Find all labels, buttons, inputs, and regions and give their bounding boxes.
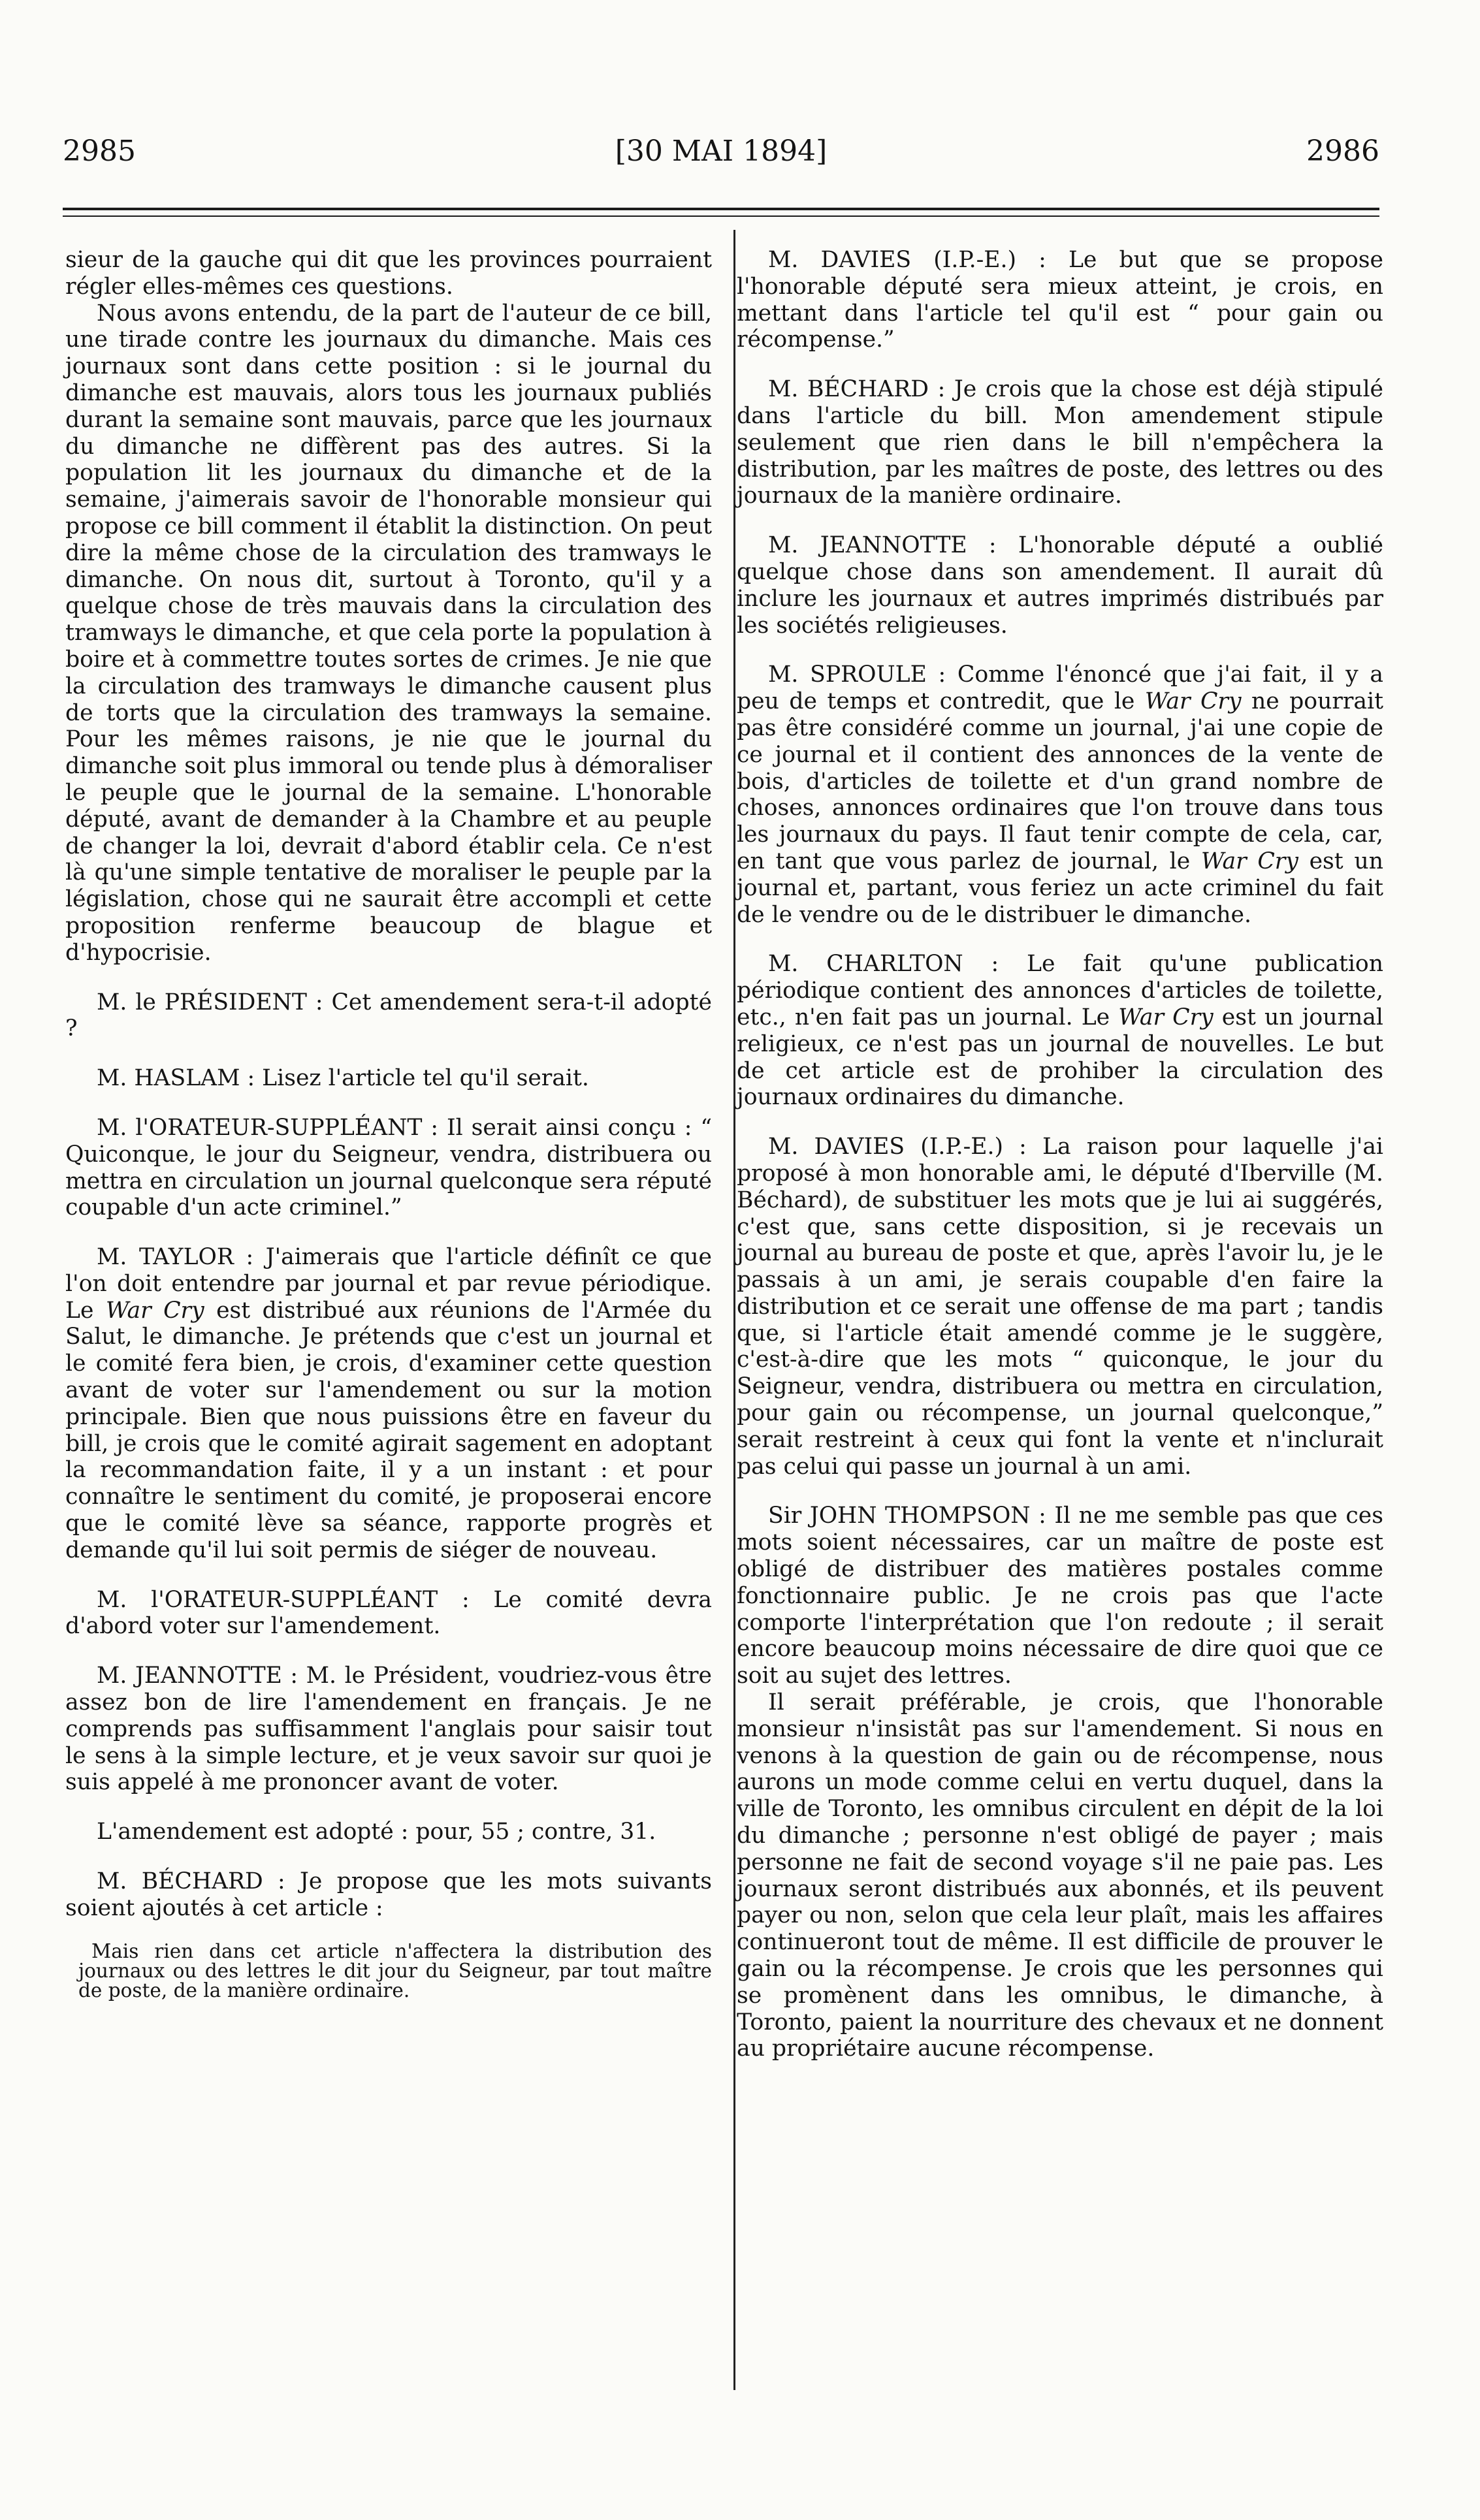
amendment-quote: Mais rien dans cet article n'affectera la distribution des journaux ou des lettres le dit jour du Seigneur, par tout maître de poste, de la manière ordinaire. (78, 1939, 712, 2002)
speech-paragraph: M. SPROULE : Comme l'énoncé que j'ai fait, il y a peu de temps et contredit, que le War Cry ne pourrait pas être considéré comme un journal, j'ai une copie de ce journal et il contient des annonces de la vente de bois, d'articles de toilette et d'un grand nombre de choses, annonces ordinaires que l'on trouve dans tous les journaux du pays. Il faut tenir compte de cela, car, en tant que vous parlez de journal, le War Cry est un journal et, partant, vous feriez un acte criminel du fait de le vendre ou de le distribuer le dimanche. (737, 662, 1383, 928)
publication-title: War Cry (105, 1297, 204, 1324)
page-header (63, 135, 1379, 180)
speech-paragraph: M. BÉCHARD : Je propose que les mots suivants soient ajoutés à cet article : (65, 1868, 712, 1921)
paragraph: sieur de la gauche qui dit que les provinces pourraient régler elles-mêmes ces questions. (65, 247, 712, 300)
header-rule-bottom (63, 215, 1379, 217)
right-column (737, 247, 1383, 2062)
speech-paragraph: M. l'ORATEUR-SUPPLÉANT : Le comité devra d'abord voter sur l'amendement. (65, 1586, 712, 1640)
speech-paragraph: Sir JOHN THOMPSON : Il ne me semble pas que ces mots soient nécessaires, car un maître de poste est obligé de distribuer des matières postales comme fonctionnaire public. Je ne crois pas que l'acte comporte l'interprétation que l'on redoute ; il serait encore beaucoup moins nécessaire de dire quoi que ce soit au sujet des lettres. (737, 1503, 1383, 1689)
header-rule-top (63, 208, 1379, 210)
column-divider (733, 230, 735, 2390)
speech-paragraph: M. BÉCHARD : Je crois que la chose est déjà stipulé dans l'article du bill. Mon amendement stipule seulement que rien dans le bill n'empêchera la distribution, par les maîtres de poste, des lettres ou des journaux de la manière ordinaire. (737, 376, 1383, 509)
publication-title: War Cry (1144, 688, 1242, 715)
speech-paragraph: M. le PRÉSIDENT : Cet amendement sera-t-il adopté ? (65, 989, 712, 1042)
page-number-right: 2986 (1306, 135, 1379, 168)
page-number-left: 2985 (63, 135, 136, 168)
vote-result: L'amendement est adopté : pour, 55 ; contre, 31. (97, 1819, 656, 1845)
page-date: [30 MAI 1894] (615, 135, 828, 168)
speech-paragraph: M. DAVIES (I.P.-E.) : La raison pour laquelle j'ai proposé à mon honorable ami, le député d'Iberville (M. Béchard), de substituer les mots que je lui ai suggérés, c'est que, sans cette disposition, si je recevais un journal au bureau de poste et que, après l'avoir lu, je le passais à un ami, je serais coupable d'en faire la distribution et ce serait une offense de ma part ; tandis que, si l'article était amendé comme je le suggère, c'est-à-dire que les mots “ quiconque, le jour du Seigneur, vendra, distribuera ou mettra en circulation, pour gain ou récompense, un journal quelconque,” serait restreint à ceux qui font la vente et n'inclurait pas celui qui passe un journal à un ami. (737, 1134, 1383, 1480)
paragraph: Nous avons entendu, de la part de l'auteur de ce bill, une tirade contre les journaux du dimanche. Mais ces journaux sont dans cette position : si le journal du dimanche est mauvais, alors tous les journaux publiés durant la semaine sont mauvais, parce que les journaux du dimanche ne diffèrent pas des autres. Si la population lit les journaux du dimanche et de la semaine, j'aimerais savoir de l'honorable monsieur qui propose ce bill comment il établit la distinction. On peut dire la même chose de la circulation des tramways le dimanche. On nous dit, surtout à Toronto, qu'il y a quelque chose de très mauvais dans la circulation des tramways le dimanche, et que cela porte la population à boire et à commettre toutes sortes de crimes. Je nie que la circulation des tramways le dimanche causent plus de torts que la circulation des tramways la semaine. Pour les mêmes raisons, je nie que le journal du dimanche soit plus immoral ou tende plus à démoraliser le peuple que le journal de la semaine. L'honorable député, avant de demander à la Chambre et au peuple de changer la loi, devrait d'abord établir cela. Ce n'est là qu'une simple tentative de moraliser le peuple par la législation, chose qui ne saurait être accompli et cette proposition renferme beaucoup de blague et d'hypocrisie. (65, 300, 712, 966)
publication-title: War Cry (1200, 848, 1298, 874)
speech-paragraph: M. JEANNOTTE : L'honorable député a oublié quelque chose dans son amendement. Il aurait dû inclure les journaux et autres imprimés distribués par les sociétés religieuses. (737, 532, 1383, 639)
speech-paragraph: M. JEANNOTTE : M. le Président, voudriez-vous être assez bon de lire l'amendement en français. Je ne comprends pas suffisamment l'anglais pour saisir tout le sens à la simple lecture, et je veux savoir sur quoi je suis appelé à me prononcer avant de voter. (65, 1663, 712, 1796)
speech-paragraph: M. HASLAM : Lisez l'article tel qu'il serait. (97, 1065, 589, 1092)
left-column (65, 247, 712, 2000)
speech-paragraph: M. l'ORATEUR-SUPPLÉANT : Il serait ainsi conçu : “ Quiconque, le jour du Seigneur, vendra, distribuera ou mettra en circulation un journal quelconque sera réputé coupable d'un acte criminel.” (65, 1114, 712, 1221)
paragraph: Il serait préférable, je crois, que l'honorable monsieur n'insistât pas sur l'amendement. Si nous en venons à la question de gain ou de récompense, nous aurons un mode comme celui en vertu duquel, dans la ville de Toronto, les omnibus circulent en dépit de la loi du dimanche ; personne n'est obligé de payer ; mais personne ne fait de second voyage s'il ne paie pas. Les journaux seront distribués aux abonnés, et ils peuvent payer ou non, selon que cela leur plaît, mais les affaires continueront tout de même. Il est difficile de prouver le gain ou la récompense. Je crois que les personnes qui se promènent dans les omnibus, le dimanche, à Toronto, paient la nourriture des chevaux et ne donnent au propriétaire aucune récompense. (737, 1689, 1383, 2062)
speech-paragraph: M. DAVIES (I.P.-E.) : Le but que se propose l'honorable député sera mieux atteint, je crois, en mettant dans l'article tel qu'il est “ pour gain ou récompense.” (737, 247, 1383, 353)
speech-paragraph: M. CHARLTON : Le fait qu'une publication périodique contient des annonces d'articles de toilette, etc., n'en fait pas un journal. Le War Cry est un journal religieux, ce n'est pas un journal de nouvelles. Le but de cet article est de prohiber la circulation des journaux ordinaires du dimanche. (737, 951, 1383, 1111)
publication-title: War Cry (1118, 1004, 1214, 1030)
speech-paragraph: M. TAYLOR : J'aimerais que l'article définît ce que l'on doit entendre par journal et par revue périodique. Le War Cry est distribué aux réunions de l'Armée du Salut, le dimanche. Je prétends que c'est un journal et le comité fera bien, je crois, d'examiner cette question avant de voter sur l'amendement ou sur la motion principale. Bien que nous puissions être en faveur du bill, je crois que le comité agirait sagement en adoptant la recommandation faite, il y a un instant : et pour connaître le sentiment du comité, je proposerai encore que le comité lève sa séance, rapporte progrès et demande qu'il lui soit permis de siéger de nouveau. (65, 1244, 712, 1563)
